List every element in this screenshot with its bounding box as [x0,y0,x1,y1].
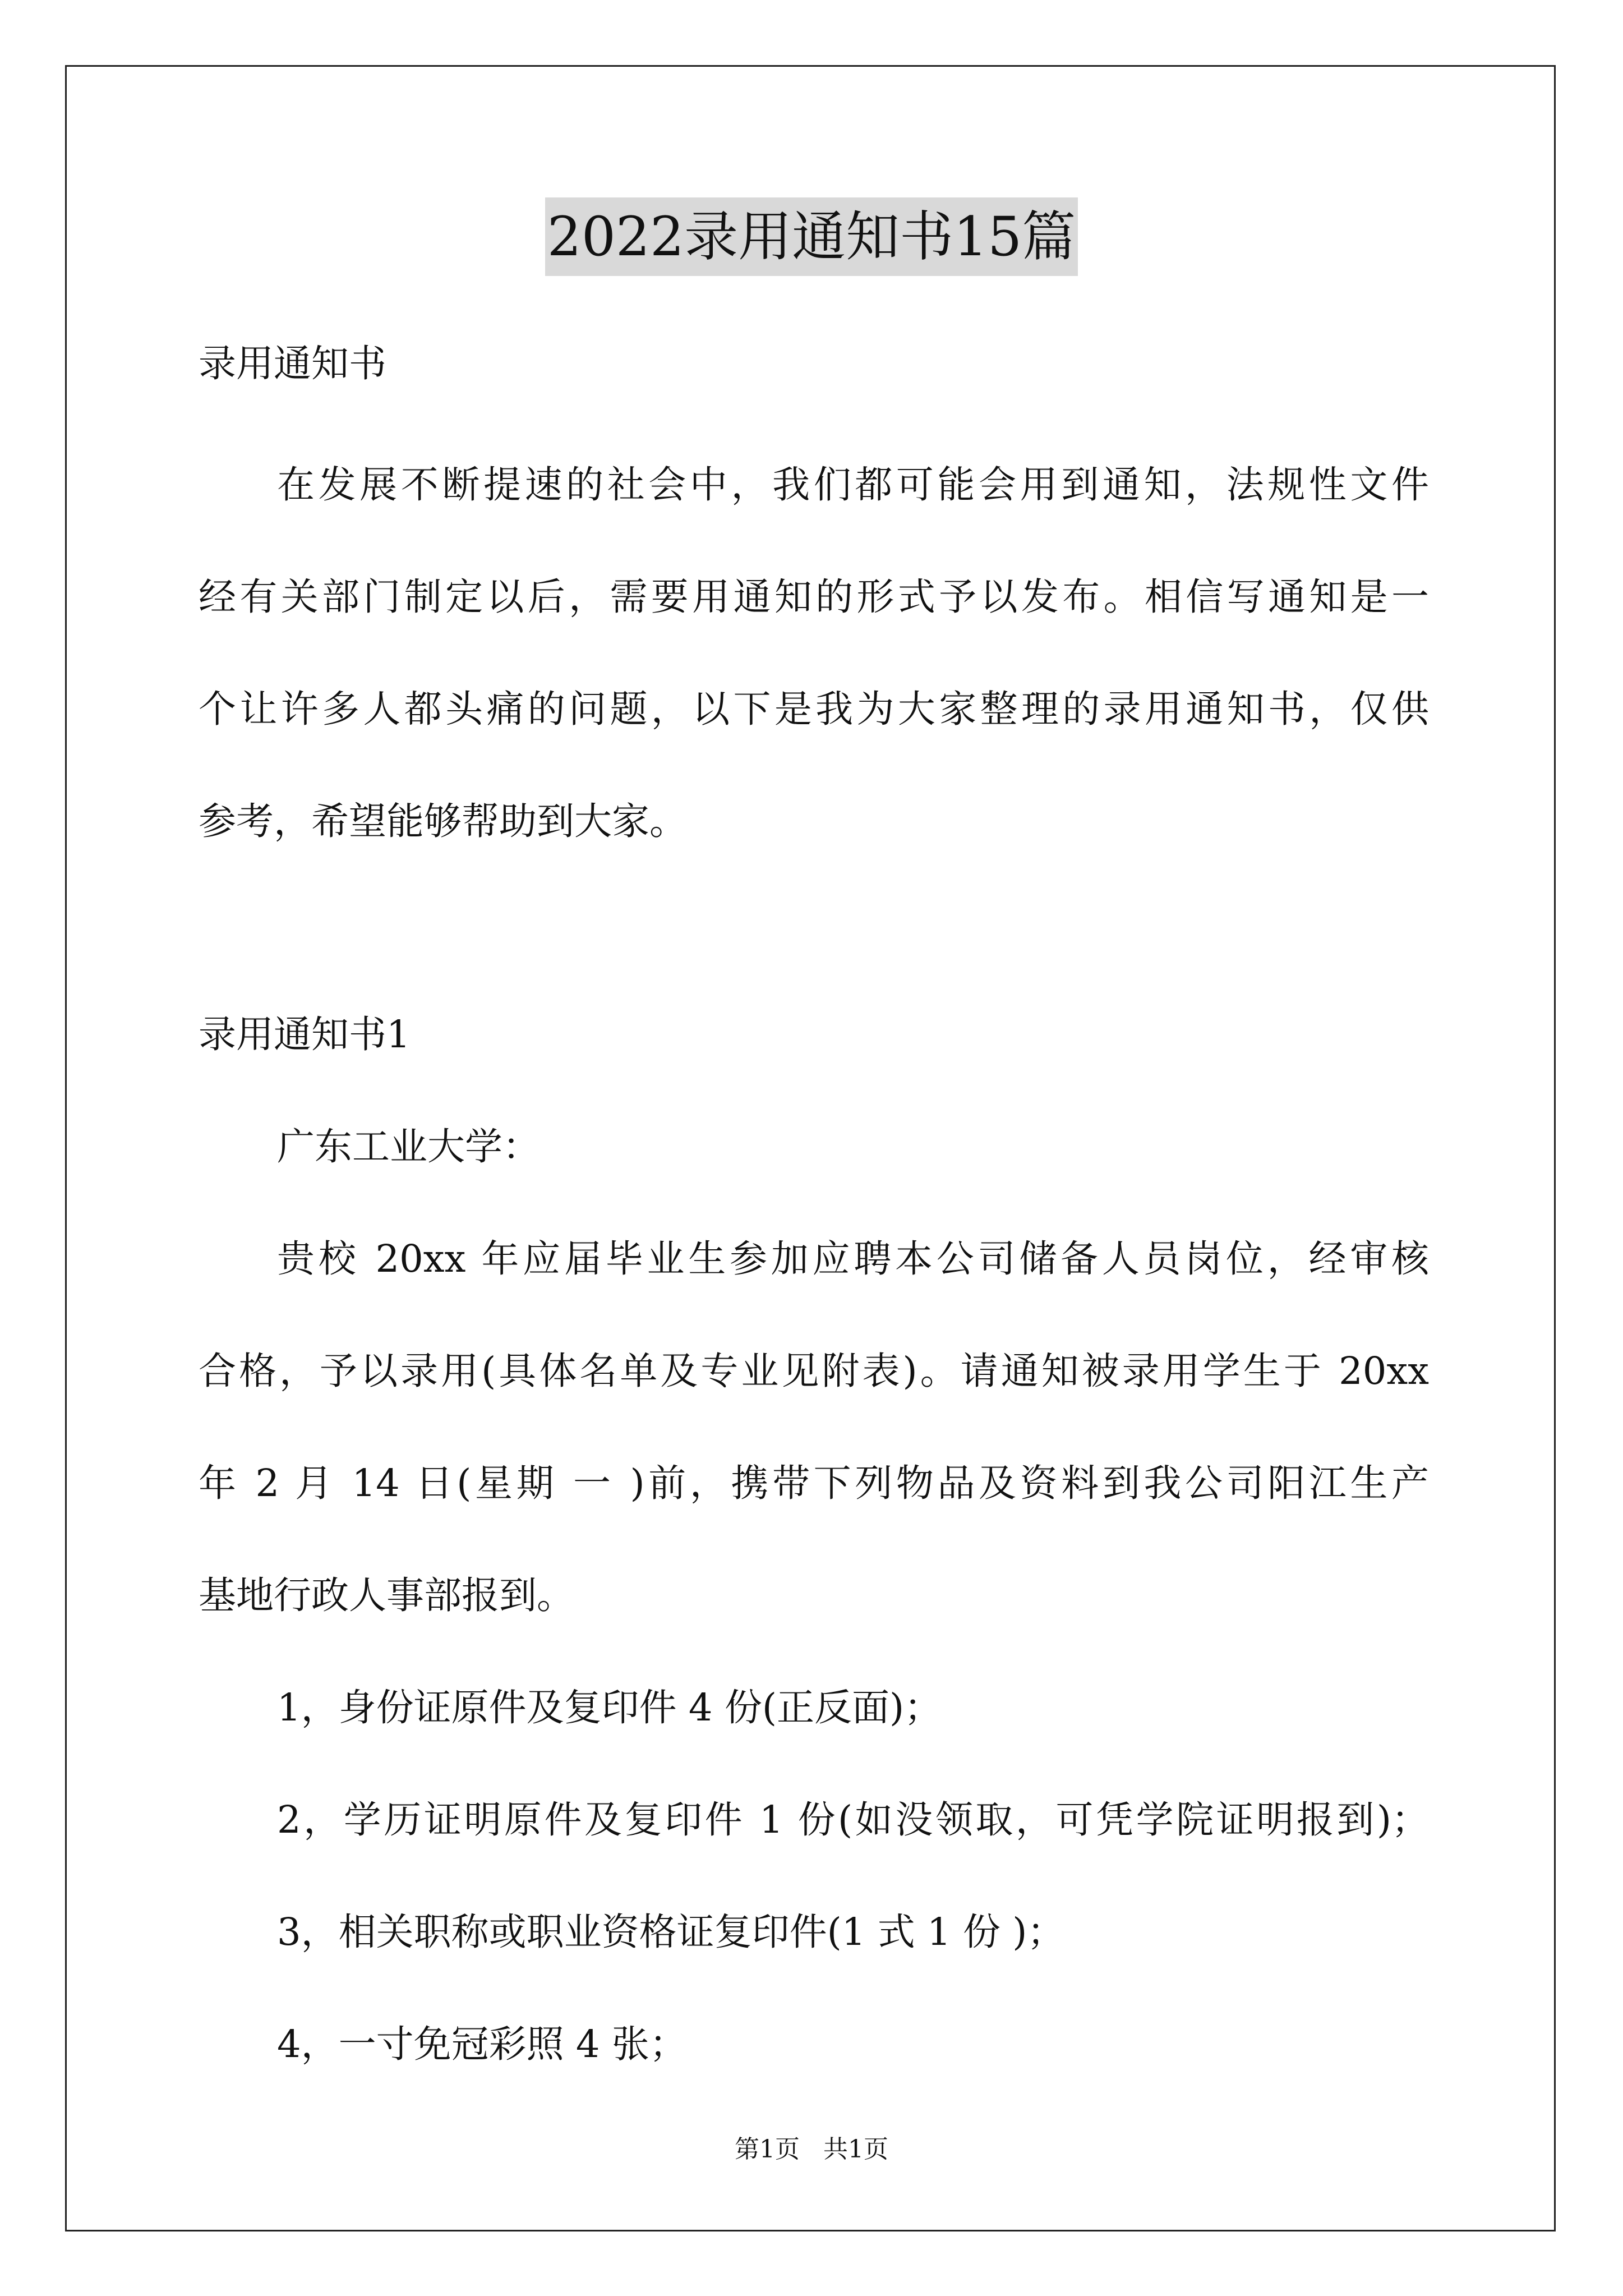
intro-line: 经有关部门制定以后，需要用通知的形式予以发布。相信写通知是一 [199,575,1429,619]
section1-body-line: 年 2 月 14 日(星期 一 )前，携带下列物品及资料到我公司阳江生产 [199,1461,1429,1505]
intro-line: 参考，希望能够帮助到大家。 [199,799,687,843]
intro-line: 在发展不断提速的社会中，我们都可能会用到通知，法规性文件 [277,463,1429,507]
intro-line: 个让许多人都头痛的问题，以下是我为大家整理的录用通知书，仅供 [199,687,1429,731]
list-item: 2，学历证明原件及复印件 1 份(如没领取，可凭学院证明报到)； [277,1798,1429,1842]
page-total: 共1页 [823,2135,888,2164]
list-item: 3，相关职称或职业资格证复印件(1 式 1 份 )； [277,1910,1065,1954]
document-title: 2022录用通知书15篇 [545,197,1078,276]
page-footer [0,2134,1623,2165]
section1-heading: 录用通知书1 [199,1013,411,1056]
section1-salutation: 广东工业大学： [277,1125,540,1168]
section1-body-line: 基地行政人事部报到。 [199,1573,574,1617]
title-container [0,197,1623,276]
page-number: 第1页 [735,2135,800,2164]
section1-body-line: 贵校 20xx 年应届毕业生参加应聘本公司储备人员岗位，经审核 [277,1237,1429,1281]
list-item: 1，身份证原件及复印件 4 份(正反面)； [277,1686,942,1729]
section1-body-line: 合格，予以录用(具体名单及专业见附表)。请通知被录用学生于 20xx [199,1349,1429,1393]
list-item: 4，一寸免冠彩照 4 张； [277,2022,687,2066]
intro-heading: 录用通知书 [199,342,386,385]
